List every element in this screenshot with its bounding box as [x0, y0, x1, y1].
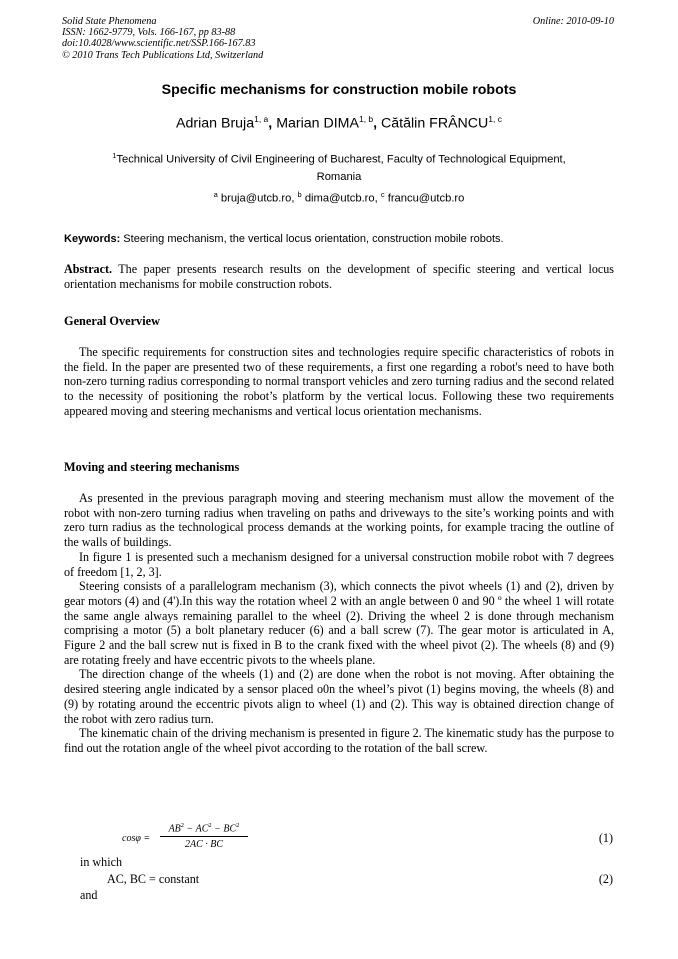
eq-exponent: 2 [236, 822, 240, 829]
affiliation-institution [70, 147, 608, 169]
abstract [64, 262, 614, 291]
author-2-affil: 1, b [358, 114, 374, 124]
online-date: Online: 2010-09-10 [532, 16, 614, 27]
paragraph: The direction change of the wheels (1) and (2) are done when the robot is not moving. After obtaining the desired steering angle indicated by a sensor placed o0n the wheel’s pivot (1) begins moving, the wheels (8) and (9) by rotating around the eccentric pivots align to wheel (1) and (2). This way is obtained direction change of the robot with zero radius turn. [64, 667, 614, 726]
paper-title: Specific mechanisms for construction mobile robots [161, 82, 517, 98]
equation-2: AC, BC = constant [107, 872, 200, 886]
section-heading: General Overview [64, 314, 160, 328]
eq-term: AB [168, 823, 181, 835]
author-3-affil: 1, c [488, 114, 502, 124]
paragraph: The kinematic chain of the driving mechanism is presented in figure 2. The kinematic study has the purpose to find out the rotation angle of the wheel pivot according to the rotation of the ball screw. [64, 726, 614, 755]
author-separator: , [373, 115, 382, 132]
abstract-text: The paper presents research results on the development of specific steering and vertical locus orientation mechanisms for mobile construction robots. [64, 262, 614, 291]
journal-header [62, 16, 263, 61]
author-line [0, 114, 678, 132]
abstract-label: Abstract. [64, 262, 113, 276]
equation-number: (2) [598, 872, 613, 886]
overview-body [64, 345, 614, 419]
equation-1-fraction [160, 822, 248, 850]
paragraph: The specific requirements for construction sites and technologies require specific characteristics of robots in the field. In the paper are presented two of these requirements, a first one regarding a robot's need to have both non-zero turning radius corresponding to normal transport vehicles and zero turning radius and the second related to the necessity of positioning the robot’s platform by the vertical locus. Following these two requirements appeared moving and steering mechanisms and vertical locus orientation mechanisms. [64, 345, 614, 418]
equation-1-denominator: 2AC · BC [184, 839, 224, 851]
moving-body [64, 491, 614, 756]
affiliation [70, 147, 608, 207]
email-marker: a [213, 189, 218, 199]
affiliation-country: Romania [316, 170, 362, 183]
keywords-label: Keywords: [64, 233, 121, 245]
email-marker: b [297, 189, 302, 199]
email-link[interactable]: bruja@utcb.ro, [217, 192, 298, 205]
eq-exponent: 2 [180, 822, 185, 829]
journal-name: Solid State Phenomena [62, 16, 157, 27]
issn-line: ISSN: 1662-9779, Vols. 166-167, pp 83-88 [62, 27, 236, 39]
keywords-text: Steering mechanism, the vertical locus orientation, construction mobile robots. [120, 233, 504, 245]
author-emails [70, 186, 608, 208]
copyright-line: © 2010 Trans Tech Publications Ltd, Switzerland [62, 49, 264, 61]
equation-number: (1) [598, 831, 613, 845]
paragraph: In figure 1 is presented such a mechanism designed for a universal construction mobile robot with 7 degrees of freedom [1, 2, 3]. [64, 549, 614, 579]
email-link[interactable]: dima@utcb.ro, [301, 192, 381, 205]
section-heading: Moving and steering mechanisms [64, 460, 240, 474]
author-3: Cătălin FRÂNCU [381, 115, 489, 132]
author-1: Adrian Bruja [176, 115, 255, 132]
author-separator: , [268, 115, 277, 132]
author-1-affil: 1, a [254, 114, 269, 124]
keywords [64, 232, 614, 247]
eq-term: − BC [211, 823, 237, 835]
eq-exponent: 2 [208, 822, 212, 829]
paragraph: As presented in the previous paragraph moving and steering mechanism must allow the movement of the robot with non-zero turning radius when traveling on paths and driveways to the site’s working points and with zero turn radius as the technological process demands at the working points, for example tracing the outline of the walls of buildings. [64, 491, 614, 550]
and-text: and [80, 888, 98, 902]
affiliation-marker: 1 [112, 151, 117, 160]
paragraph: Steering consists of a parallelogram mechanism (3), which connects the pivot wheels (1) and (2), driven by gear motors (4) and (4').In this way the rotation wheel 2 with an angle between 0 and 90 º the wheel 1 will rotate the same angle always remaining parallel to the wheel (2). Driving the wheel 2 is done through mechanism comprising a motor (5) a bolt planetary reducer (6) and a ball screw (7). The gear motor is articulated in A, Figure 2 and the ball screw nut is fixed in B to the crank fixed with the wheel pivot (2). The wheels (8) and (9) are rotating freely and have eccentric pivots to the wheels plane. [64, 579, 614, 667]
author-2: Marian DIMA [276, 115, 359, 132]
in-which-text: in which [80, 855, 122, 869]
email-marker: c [380, 189, 385, 199]
equation-1-lhs: cosφ = [122, 833, 151, 844]
doi-line: doi:10.4028/www.scientific.net/SSP.166-167.83 [62, 38, 256, 50]
equation-1-numerator [160, 822, 248, 837]
affiliation-line-1: Technical University of Civil Engineering of Bucharest, Faculty of Technological Equipment, [116, 153, 566, 166]
eq-term: − AC [184, 823, 209, 835]
email-link[interactable]: francu@utcb.ro [384, 192, 465, 205]
